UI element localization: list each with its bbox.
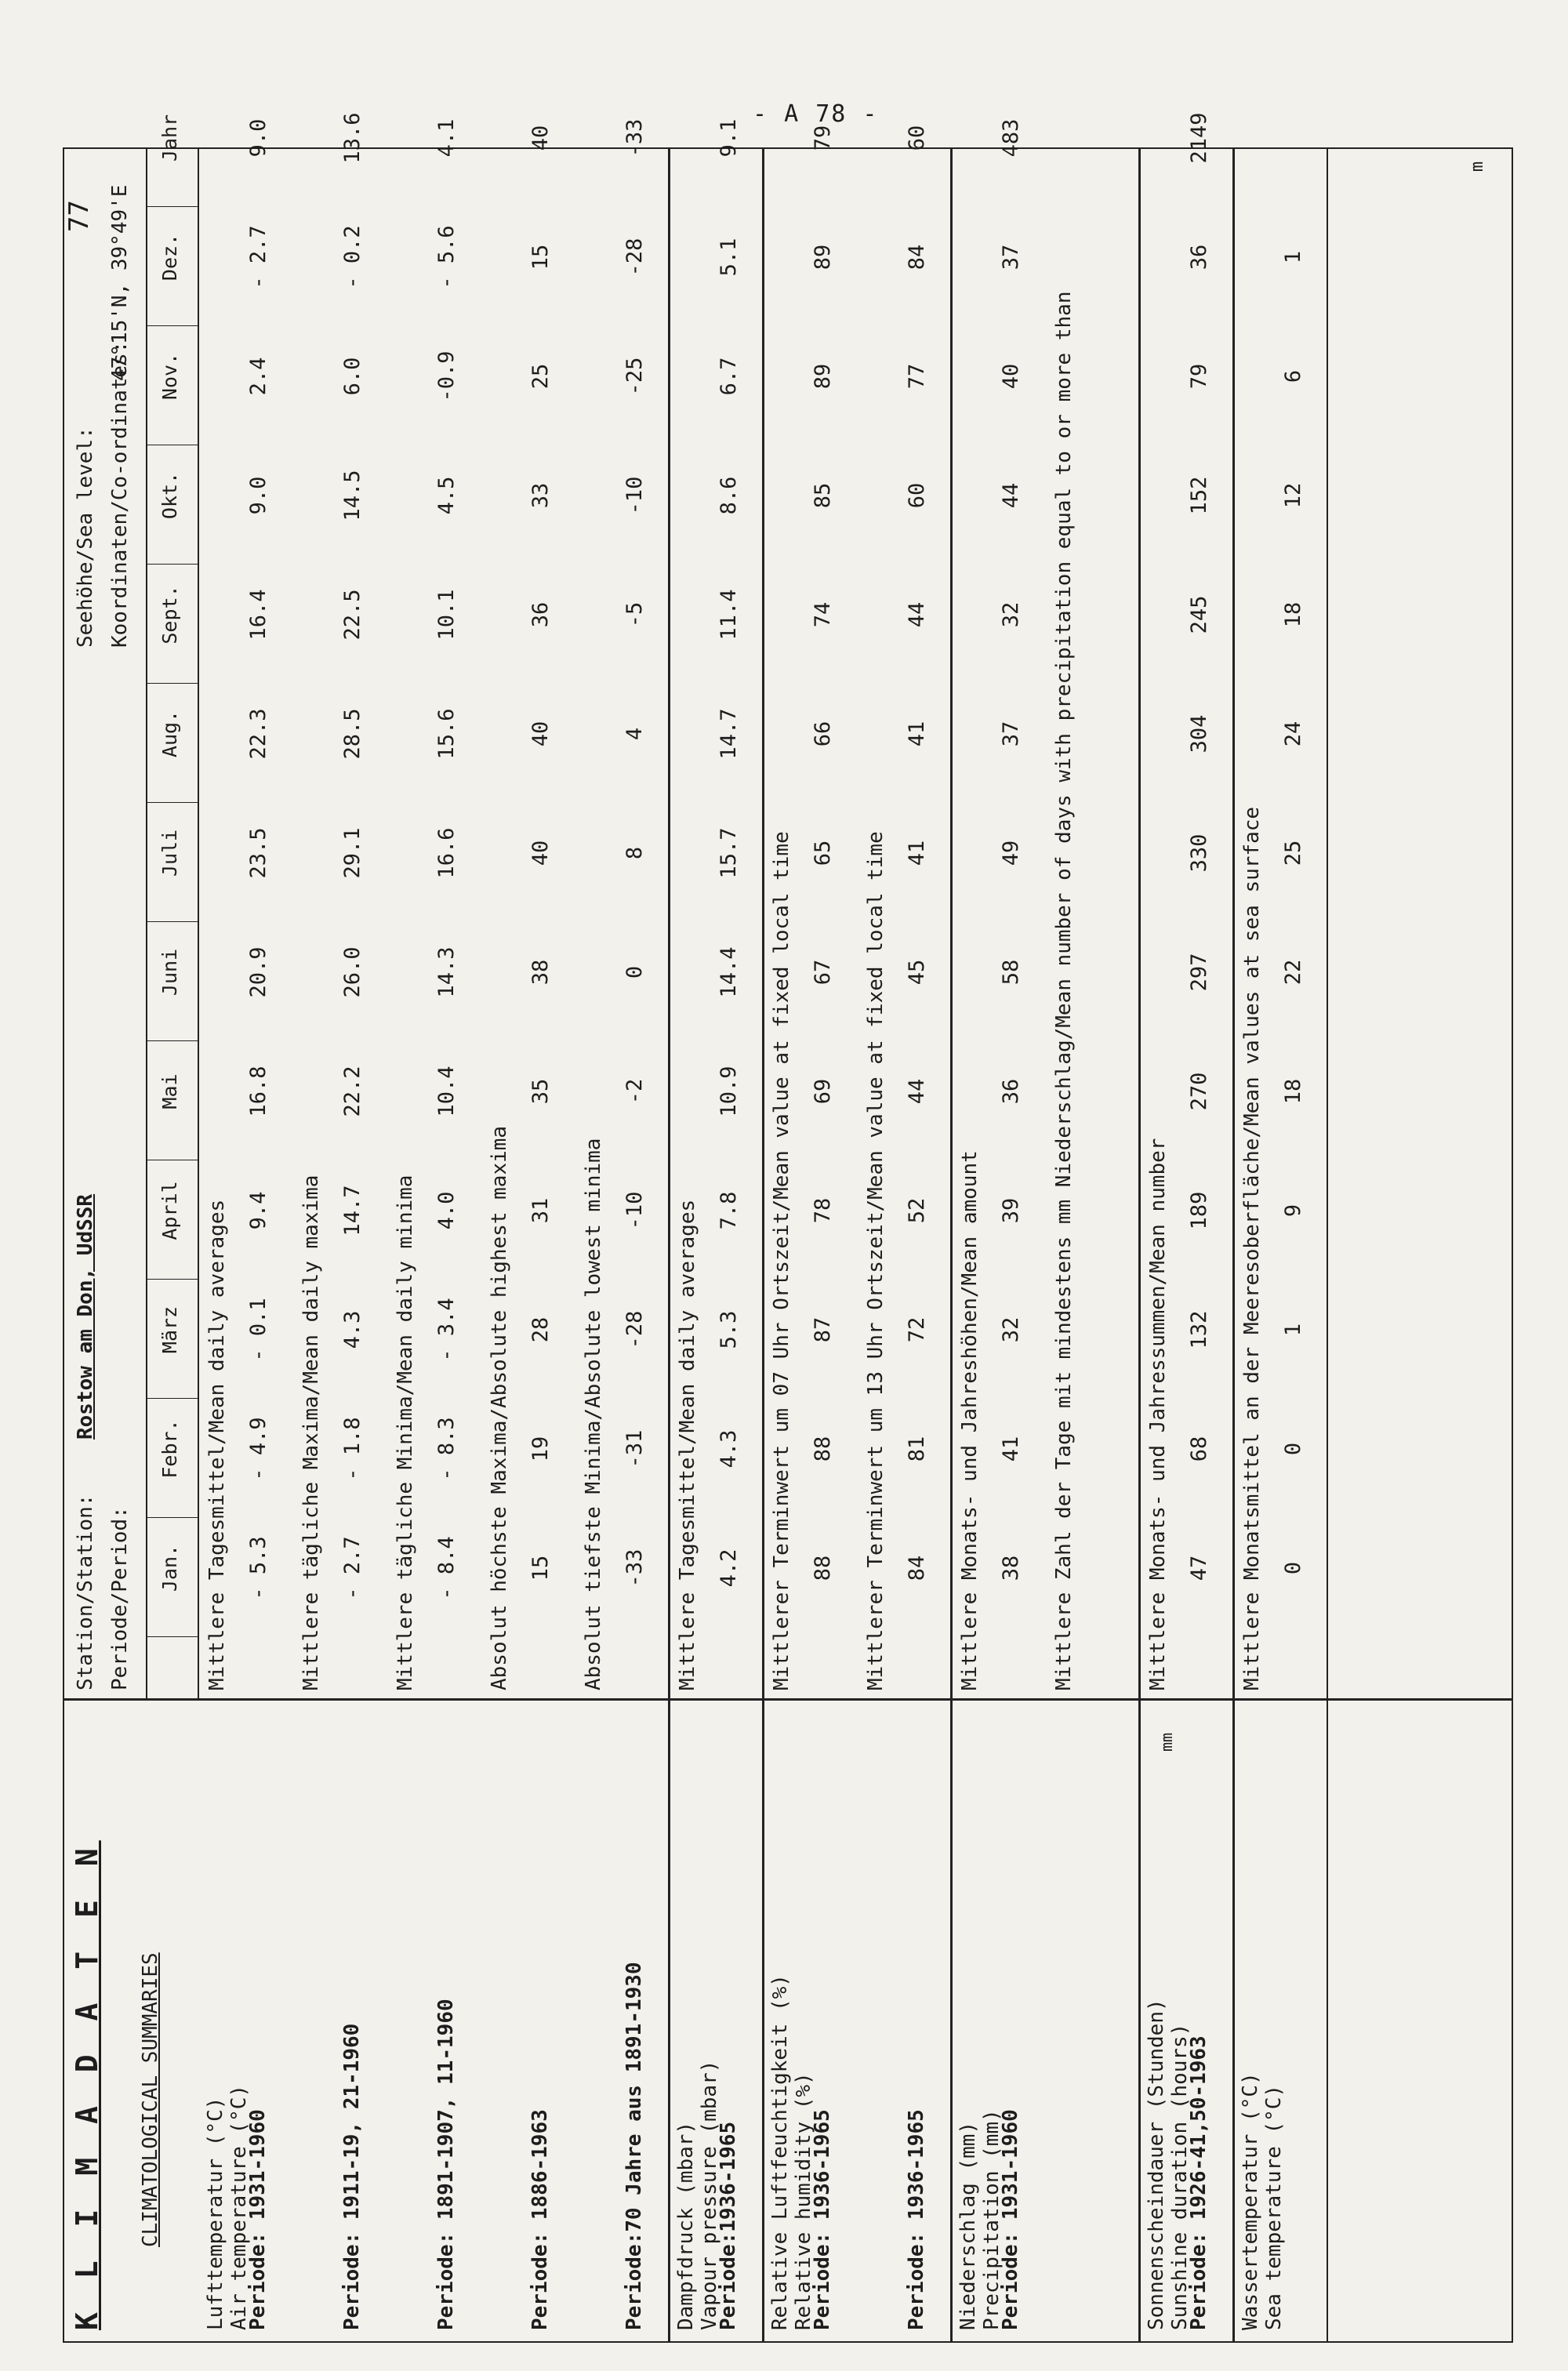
data-cell: 14.4 xyxy=(717,946,741,998)
data-cell: 41 xyxy=(905,840,929,866)
quantity-label: Relative humidity (%) xyxy=(792,2072,815,2330)
data-cell: 44 xyxy=(905,1078,929,1105)
data-cell: 18 xyxy=(1281,601,1305,628)
data-cell: 14.7 xyxy=(340,1185,365,1236)
row-period: Periode: 1926-41,50-1963 xyxy=(1187,2035,1210,2330)
data-cell: 84 xyxy=(905,1555,929,1581)
data-cell: 89 xyxy=(811,244,835,271)
quantity-label: Niederschlag (mm) xyxy=(956,2121,980,2330)
data-cell: 14.7 xyxy=(717,708,741,760)
data-cell: 12 xyxy=(1281,482,1305,509)
data-cell: 9.0 xyxy=(246,476,270,515)
header-top-line xyxy=(146,149,147,1698)
data-cell: 41 xyxy=(999,1436,1023,1462)
data-cell: 4 xyxy=(622,727,647,741)
data-cell: 25 xyxy=(528,363,553,390)
data-cell: 60 xyxy=(905,482,929,509)
data-cell: 5.3 xyxy=(717,1310,741,1349)
row-period: Periode:1936-1965 xyxy=(717,2121,740,2330)
data-cell: 60 xyxy=(905,125,929,151)
data-cell: 66 xyxy=(811,721,835,747)
data-cell: - 8.4 xyxy=(434,1536,459,1600)
quantity-label: Vapour pressure (mbar) xyxy=(698,2060,721,2330)
data-cell: 10.4 xyxy=(434,1066,459,1117)
data-cell: 22 xyxy=(1281,959,1305,986)
data-cell: -33 xyxy=(622,118,647,158)
data-cell: 29.1 xyxy=(340,827,365,879)
data-cell: -5 xyxy=(622,601,647,628)
data-cell: 88 xyxy=(811,1436,835,1462)
data-cell: 23.5 xyxy=(246,827,270,879)
data-cell: 89 xyxy=(811,363,835,390)
left-label-column xyxy=(64,1698,1512,2341)
data-cell: 49 xyxy=(999,840,1023,866)
month-header: Juni xyxy=(158,948,181,997)
data-cell: 24 xyxy=(1281,721,1305,747)
data-cell: 15.7 xyxy=(717,827,741,879)
data-cell: 45 xyxy=(905,959,929,986)
row-caption: Mittlerer Terminwert um 07 Uhr Ortszeit/Mean value at fixed local time xyxy=(770,831,793,1690)
row-caption: Mittlere Zahl der Tage mit mindestens mm Niederschlag/Mean number of days with precipitation equal to or more than xyxy=(1052,291,1076,1690)
month-divider xyxy=(146,564,198,565)
row-period: Periode: 1911-19, 21-1960 xyxy=(340,2023,364,2330)
data-cell: 88 xyxy=(811,1555,835,1581)
data-cell: 11.4 xyxy=(717,589,741,641)
month-divider xyxy=(146,683,198,684)
quantity-label: Dampfdruck (mbar) xyxy=(674,2121,698,2330)
data-cell: 15 xyxy=(528,244,553,271)
data-cell: 32 xyxy=(999,601,1023,628)
data-cell: 6.7 xyxy=(717,357,741,396)
data-cell: 10.9 xyxy=(717,1066,741,1117)
section-divider xyxy=(668,149,670,1698)
row-period: Periode: 1936-1965 xyxy=(811,2109,834,2330)
month-divider xyxy=(146,1279,198,1280)
data-cell: 16.6 xyxy=(434,827,459,879)
data-cell: 26.0 xyxy=(340,946,365,998)
row-caption: Mittlere Tagesmittel/Mean daily averages xyxy=(676,1199,699,1690)
data-cell: 189 xyxy=(1187,1191,1211,1230)
data-cell: - 0.2 xyxy=(340,225,365,289)
station-label: Station/Station: xyxy=(74,1494,97,1690)
table-subtitle: CLIMATOLOGICAL SUMMARIES xyxy=(139,1952,162,2247)
data-cell: 52 xyxy=(905,1197,929,1224)
month-divider xyxy=(146,1636,198,1637)
data-cell: 4.5 xyxy=(434,476,459,515)
coord-label: Koordinaten/Co-ordinates: xyxy=(108,340,132,648)
data-cell: 84 xyxy=(905,244,929,271)
data-cell: 4.1 xyxy=(434,118,459,158)
header-bottom-line xyxy=(198,149,199,1698)
data-cell: 85 xyxy=(811,482,835,509)
row-period: Periode:70 Jahre aus 1891-1930 xyxy=(622,1962,646,2330)
data-cell: - 2.7 xyxy=(340,1536,365,1600)
data-cell: 36 xyxy=(999,1078,1023,1105)
section-divider xyxy=(950,1701,953,2341)
sea-level-value: 77 xyxy=(64,200,95,232)
data-cell: 40 xyxy=(528,125,553,151)
table-end-line xyxy=(1327,1701,1328,2341)
data-cell: 69 xyxy=(811,1078,835,1105)
data-cell: 13.6 xyxy=(340,112,365,164)
month-divider xyxy=(146,1517,198,1518)
section-divider xyxy=(668,1701,670,2341)
data-cell: 10.1 xyxy=(434,589,459,641)
row-period: Periode: 1931-1960 xyxy=(999,2109,1022,2330)
month-divider xyxy=(146,1398,198,1399)
data-cell: 9 xyxy=(1281,1204,1305,1218)
data-cell: 9.1 xyxy=(717,118,741,158)
data-cell: 58 xyxy=(999,959,1023,986)
data-cell: - 4.9 xyxy=(246,1417,270,1481)
section-divider xyxy=(950,149,953,1698)
data-cell: 74 xyxy=(811,601,835,628)
quantity-label: Wassertemperatur (°C) xyxy=(1239,2072,1262,2330)
month-header: Jan. xyxy=(158,1544,181,1592)
data-cell: 9.0 xyxy=(246,118,270,158)
data-cell: 2.4 xyxy=(246,357,270,396)
month-divider xyxy=(146,1040,198,1041)
section-divider xyxy=(1232,149,1235,1698)
data-cell: -31 xyxy=(622,1429,647,1469)
data-cell: 15.6 xyxy=(434,708,459,760)
quantity-label: Sonnenscheindauer (Stunden) xyxy=(1145,1999,1168,2330)
data-cell: 15 xyxy=(528,1555,553,1581)
data-cell: - 5.6 xyxy=(434,225,459,289)
row-period: Periode: 1891-1907, 11-1960 xyxy=(434,1999,458,2330)
data-cell: 0 xyxy=(1281,1442,1305,1456)
data-cell: 40 xyxy=(528,840,553,866)
row-period: Periode: 1886-1963 xyxy=(528,2109,552,2330)
data-cell: 37 xyxy=(999,721,1023,747)
section-divider xyxy=(1138,149,1141,1698)
month-header: Sept. xyxy=(158,585,181,644)
month-header: Mai xyxy=(158,1073,181,1109)
data-cell: 38 xyxy=(999,1555,1023,1581)
month-divider xyxy=(146,921,198,922)
data-cell: 36 xyxy=(528,601,553,628)
data-cell: -28 xyxy=(622,1310,647,1349)
month-divider xyxy=(146,206,198,207)
row-caption: Absolut höchste Maxima/Absolute highest maxima xyxy=(488,1125,511,1690)
row-period: Periode: 1931-1960 xyxy=(246,2109,270,2330)
data-cell: 33 xyxy=(528,482,553,509)
data-cell: 8.6 xyxy=(717,476,741,515)
data-cell: 6 xyxy=(1281,369,1305,383)
data-cell: - 2.7 xyxy=(246,225,270,289)
row-caption: Mittlere Monats- und Jahreshöhen/Mean amount xyxy=(958,1150,982,1690)
page-number: - A 78 - xyxy=(753,100,879,128)
data-cell: 0 xyxy=(1281,1561,1305,1575)
data-cell: 44 xyxy=(905,601,929,628)
month-header: Okt. xyxy=(158,471,181,520)
quantity-label: Sunshine duration (hours) xyxy=(1168,2023,1192,2330)
data-cell: 1 xyxy=(1281,250,1305,264)
quantity-label: Precipitation (mm) xyxy=(980,2109,1004,2330)
row-caption: Mittlere tägliche Minima/Mean daily minima xyxy=(394,1175,417,1690)
data-cell: 67 xyxy=(811,959,835,986)
data-cell: 32 xyxy=(999,1316,1023,1343)
data-cell: - 5.3 xyxy=(246,1536,270,1600)
coord-value: 47°15'N, 39°49'E xyxy=(108,184,132,381)
month-header: Dez. xyxy=(158,233,181,281)
row-caption: Mittlere Monatsmittel an der Meeresoberfläche/Mean values at sea surface xyxy=(1240,806,1264,1690)
data-cell: -2 xyxy=(622,1078,647,1105)
data-cell: -10 xyxy=(622,1191,647,1230)
section-divider xyxy=(1232,1701,1235,2341)
data-cell: 132 xyxy=(1187,1310,1211,1349)
table-end-line xyxy=(1327,149,1328,1698)
quantity-label: Relative Luftfeuchtigkeit (%) xyxy=(768,1974,792,2330)
month-header: Jahr xyxy=(158,114,181,162)
quantity-label: Air temperature (°C) xyxy=(227,2084,251,2330)
month-header: Juli xyxy=(158,829,181,877)
data-cell: 28 xyxy=(528,1316,553,1343)
month-divider xyxy=(146,325,198,326)
data-cell: 8 xyxy=(622,846,647,860)
data-cell: 28.5 xyxy=(340,708,365,760)
data-cell: 7.8 xyxy=(717,1191,741,1230)
data-cell: - 8.3 xyxy=(434,1417,459,1481)
data-cell: 1 xyxy=(1281,1323,1305,1337)
data-cell: 20.9 xyxy=(246,946,270,998)
data-cell: 25 xyxy=(1281,840,1305,866)
data-cell: 18 xyxy=(1281,1078,1305,1105)
data-cell: 37 xyxy=(999,244,1023,271)
data-cell: -10 xyxy=(622,476,647,515)
data-cell: 41 xyxy=(905,721,929,747)
data-cell: 330 xyxy=(1187,833,1211,873)
data-cell: 483 xyxy=(999,118,1023,158)
data-cell: -0.9 xyxy=(434,350,459,402)
data-cell: 31 xyxy=(528,1197,553,1224)
data-cell: 19 xyxy=(528,1436,553,1462)
row-caption: Mittlere Monats- und Jahressummen/Mean number xyxy=(1146,1138,1170,1690)
data-cell: 0 xyxy=(622,965,647,979)
period-label: Periode/Period: xyxy=(108,1506,132,1690)
month-header: April xyxy=(158,1181,181,1240)
data-cell: 4.0 xyxy=(434,1191,459,1230)
data-cell: 39 xyxy=(999,1197,1023,1224)
data-cell: -25 xyxy=(622,357,647,396)
data-cell: 40 xyxy=(528,721,553,747)
data-cell: 16.8 xyxy=(246,1066,270,1117)
data-cell: 35 xyxy=(528,1078,553,1105)
data-cell: 68 xyxy=(1187,1436,1211,1462)
row-caption: Mittlere tägliche Maxima/Mean daily maxima xyxy=(299,1175,323,1690)
data-cell: 22.5 xyxy=(340,589,365,641)
month-header: Aug. xyxy=(158,710,181,758)
row-caption: Absolut tiefste Minima/Absolute lowest minima xyxy=(582,1138,605,1690)
data-cell: 14.3 xyxy=(434,946,459,998)
data-cell: 44 xyxy=(999,482,1023,509)
section-divider xyxy=(762,1701,764,2341)
data-cell: 16.4 xyxy=(246,589,270,641)
data-cell: 77 xyxy=(905,363,929,390)
data-cell: 5.1 xyxy=(717,238,741,277)
data-cell: 47 xyxy=(1187,1555,1211,1581)
data-cell: 78 xyxy=(811,1197,835,1224)
quantity-label: Sea temperature (°C) xyxy=(1262,2084,1286,2330)
data-cell: 4.2 xyxy=(717,1549,741,1588)
data-cell: 40 xyxy=(999,363,1023,390)
data-cell: 38 xyxy=(528,959,553,986)
data-cell: - 0.1 xyxy=(246,1298,270,1362)
sea-level-label: Seehöhe/Sea level: xyxy=(74,427,97,648)
data-cell: 270 xyxy=(1187,1072,1211,1111)
quantity-label: Lufttemperatur (°C) xyxy=(204,2097,227,2330)
data-cell: 6.0 xyxy=(340,357,365,396)
data-cell: 245 xyxy=(1187,595,1211,634)
data-cell: 79 xyxy=(811,125,835,151)
data-cell: -28 xyxy=(622,238,647,277)
data-cell: 79 xyxy=(1187,363,1211,390)
row-caption: Mittlere Tagesmittel/Mean daily averages xyxy=(205,1199,229,1690)
data-cell: 81 xyxy=(905,1436,929,1462)
section-divider xyxy=(1138,1701,1141,2341)
data-cell: 36 xyxy=(1187,244,1211,271)
data-cell: 72 xyxy=(905,1316,929,1343)
table-title: K L I M A D A T E N xyxy=(70,1840,104,2330)
data-cell: - 3.4 xyxy=(434,1298,459,1362)
month-header: Febr. xyxy=(158,1419,181,1479)
data-cell: - 1.8 xyxy=(340,1417,365,1481)
row-caption: Mittlerer Terminwert um 13 Uhr Ortszeit/Mean value at fixed local time xyxy=(864,831,887,1690)
data-cell: 2149 xyxy=(1187,112,1211,164)
month-header: Nov. xyxy=(158,352,181,401)
data-cell: 65 xyxy=(811,840,835,866)
data-cell: 152 xyxy=(1187,476,1211,515)
data-cell: 4.3 xyxy=(340,1310,365,1349)
data-cell: 22.3 xyxy=(246,708,270,760)
margin-mark-mm: mm xyxy=(1157,1732,1177,1752)
data-cell: 9.4 xyxy=(246,1191,270,1230)
data-cell: 14.5 xyxy=(340,470,365,521)
data-cell: 304 xyxy=(1187,714,1211,753)
margin-mark-m: m xyxy=(1468,161,1488,172)
data-cell: 87 xyxy=(811,1316,835,1343)
data-cell: -33 xyxy=(622,1549,647,1588)
month-header: März xyxy=(158,1305,181,1354)
row-period: Periode: 1936-1965 xyxy=(905,2109,928,2330)
data-cell: 297 xyxy=(1187,953,1211,992)
month-divider xyxy=(146,802,198,803)
data-cell: 22.2 xyxy=(340,1066,365,1117)
section-divider xyxy=(762,149,764,1698)
station-value: Rostow am Don, UdSSR xyxy=(74,1193,97,1440)
data-cell: 4.3 xyxy=(717,1429,741,1469)
